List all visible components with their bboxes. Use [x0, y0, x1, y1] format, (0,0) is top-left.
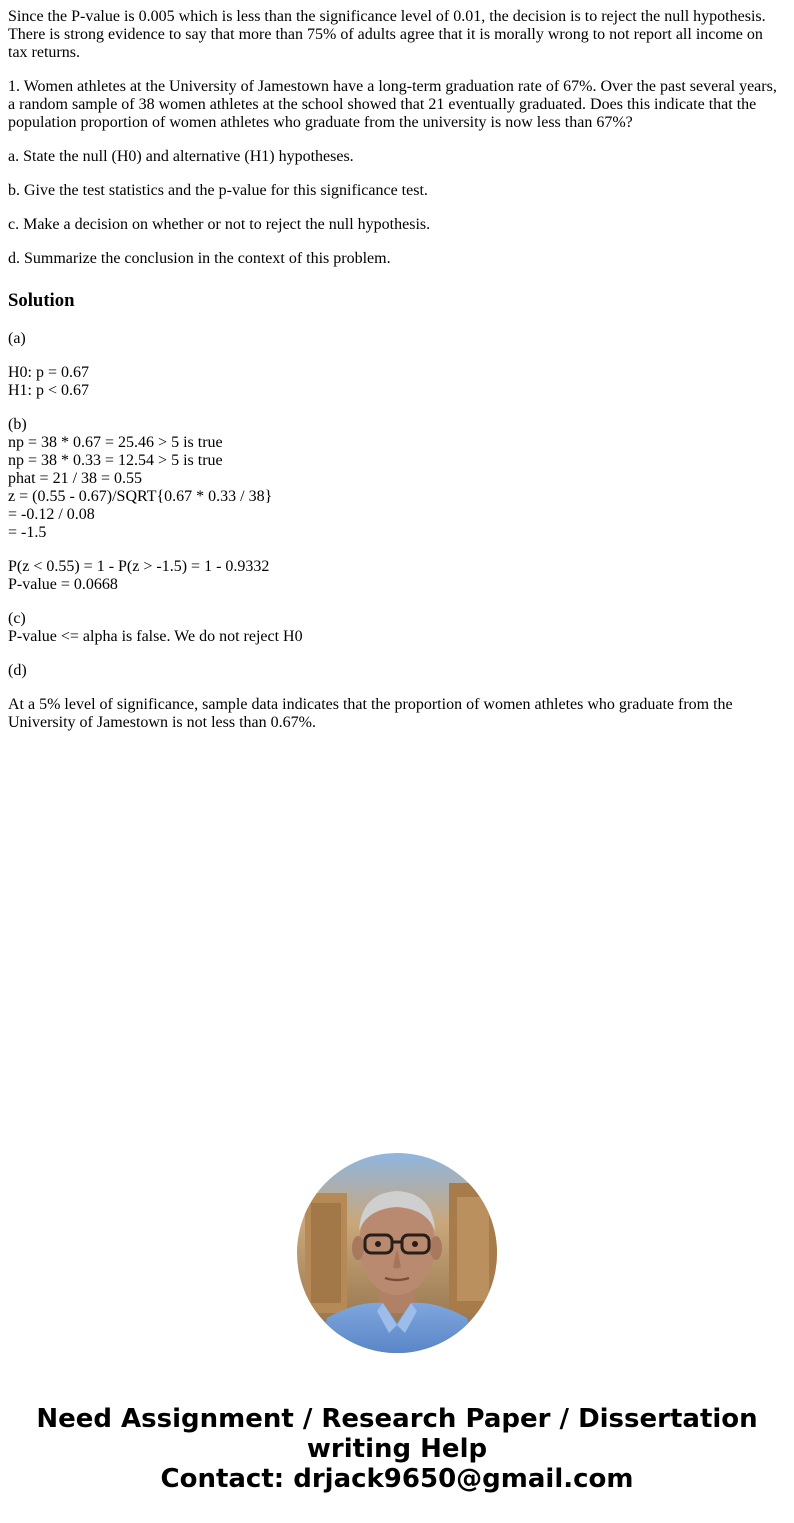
author-portrait-image [297, 1153, 497, 1353]
solution-c-label: (c) [8, 610, 26, 627]
question-text: 1. Women athletes at the University of Jamestown have a long-term graduation rate of 67%. Over the past several years, a random sample of 38 women athletes at the school showed that 21 eventually graduated. Does this indicate that the population proportion of women athletes who graduate from the university is now less than 67%? [8, 78, 777, 131]
question-part-c: c. Make a decision on whether or not to reject the null hypothesis. [8, 216, 431, 233]
solution-heading: Solution [8, 290, 75, 311]
promo-line-1: Need Assignment / Research Paper / Dissertation [36, 1404, 758, 1434]
z-formula: z = (0.55 - 0.67)/SQRT{0.67 * 0.33 / 38} [8, 488, 273, 505]
solution-a-block [8, 364, 786, 400]
p-value-calculation: P(z < 0.55) = 1 - P(z > -1.5) = 1 - 0.9332 [8, 558, 270, 575]
question-part-b: b. Give the test statistics and the p-value for this significance test. [8, 182, 428, 199]
solution-c-block [8, 610, 786, 646]
z-step: = -0.12 / 0.08 [8, 506, 95, 523]
promo-banner [0, 1404, 794, 1494]
p-value-block [8, 558, 786, 594]
phat-calculation: phat = 21 / 38 = 0.55 [8, 470, 143, 487]
check-np-failure: np = 38 * 0.33 = 12.54 > 5 is true [8, 452, 223, 469]
solution-b-label: (b) [8, 416, 27, 433]
hypothesis-null: H0: p = 0.67 [8, 364, 90, 381]
decision-text: P-value <= alpha is false. We do not reject H0 [8, 628, 303, 645]
hypothesis-alternative: H1: p < 0.67 [8, 382, 90, 399]
solution-a-label: (a) [8, 330, 26, 347]
promo-contact: Contact: drjack9650@gmail.com [160, 1464, 634, 1494]
promo-line-2: writing Help [306, 1434, 488, 1464]
document-body [8, 8, 786, 748]
z-result: = -1.5 [8, 524, 47, 541]
check-np-success: np = 38 * 0.67 = 25.46 > 5 is true [8, 434, 223, 451]
intro-paragraph: Since the P-value is 0.005 which is less than the significance level of 0.01, the decision is to reject the null hypothesis. There is strong evidence to say that more than 75% of adults agree that it is morally wrong to not report all income on tax returns. [8, 8, 766, 61]
question-part-d: d. Summarize the conclusion in the context of this problem. [8, 250, 391, 267]
author-avatar [297, 1153, 497, 1353]
p-value-result: P-value = 0.0668 [8, 576, 118, 593]
question-part-a: a. State the null (H0) and alternative (H1) hypotheses. [8, 148, 354, 165]
solution-b-block [8, 416, 786, 542]
conclusion-text: At a 5% level of significance, sample data indicates that the proportion of women athletes who graduate from the University of Jamestown is not less than 0.67%. [8, 696, 733, 731]
solution-d-label: (d) [8, 662, 27, 679]
